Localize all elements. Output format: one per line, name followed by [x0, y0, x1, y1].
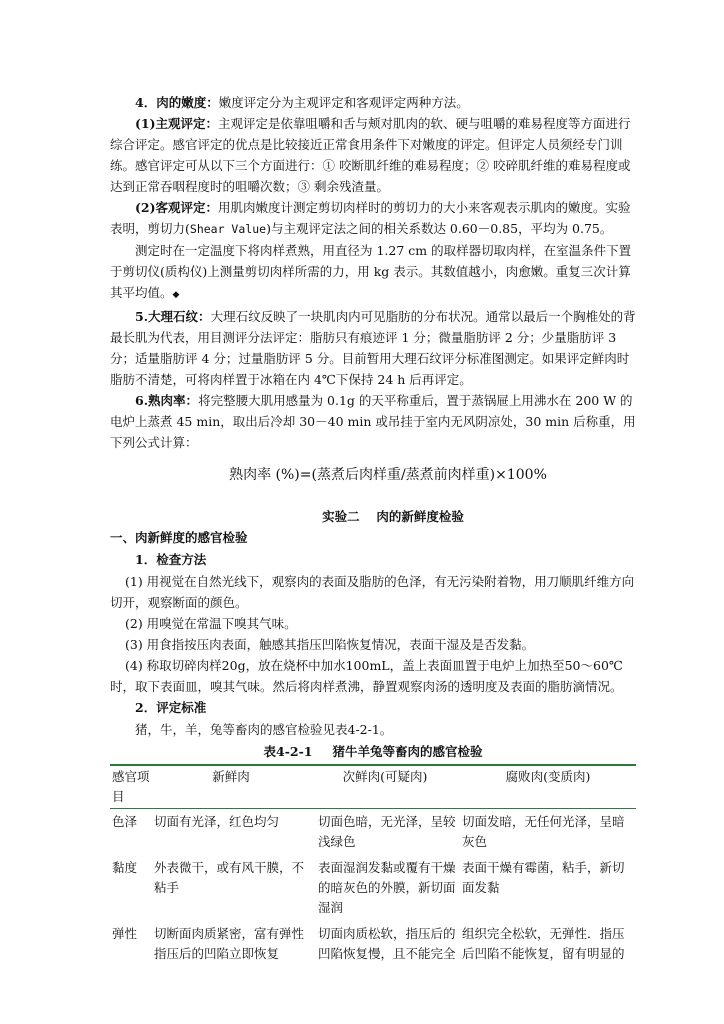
subjective-paragraph: [110, 113, 636, 197]
section5-title: 5.大理石纹：: [135, 309, 211, 324]
step-3: (3) 用食指按压肉表面，触感其指压凹陷恢复情况，表面干湿及是否发黏。: [125, 637, 535, 652]
cell-suspect: 切面肉质松软，指压后的凹陷恢复慢，且不能完全: [318, 926, 456, 961]
header-spoiled: 腐败肉(变质肉): [505, 769, 591, 784]
table-row: [110, 855, 636, 921]
measure-paragraph: [110, 240, 636, 306]
cell-spoiled: 表面干燥有霉菌，粘手，新切面发黏: [462, 860, 625, 895]
section6-text: 将完整腰大肌用感量为 0.1g 的天平称重后，置于蒸锅屉上用沸水在 200 W 的电炉上蒸煮 45 min，取出后冷却 30－40 min 或吊挂于室内无风阴凉处，30 min 后称重，用下列公式计算：: [110, 393, 636, 450]
objective-paragraph: [110, 197, 636, 240]
objective-text-a: 用肌肉嫩度计测定剪切肉样时的剪切力的大小来客观表示肌肉的嫩度。实验表明，剪切力(: [110, 200, 631, 236]
section6-paragraph: [110, 390, 636, 453]
cell-fresh: 切面有光泽，红色均匀: [154, 814, 280, 829]
table-caption: [110, 742, 636, 762]
sensory-heading: 一、肉新鲜度的感官检验: [110, 530, 248, 545]
step-2: (2) 用嗅觉在常温下嗅其气味。: [125, 616, 297, 631]
experiment-title: 实验二 肉的新鲜度检验: [322, 509, 464, 524]
section4-title: 4．肉的嫩度：: [135, 95, 219, 110]
table-number: 表4-2-1: [263, 744, 313, 759]
objective-label: (2)客观评定：: [135, 200, 219, 215]
table-header-row: [110, 765, 636, 809]
row-label: 色泽: [112, 814, 138, 829]
row-label: 黏度: [112, 860, 138, 875]
standard-text: 猪，牛，羊，兔等畜肉的感官检验见表4-2-1。: [135, 722, 393, 737]
sensory-table: [110, 764, 636, 967]
table-row: [110, 921, 636, 967]
header-fresh: 新鲜肉: [212, 769, 250, 784]
table-title: 猪牛羊兔等畜肉的感官检验: [332, 744, 483, 759]
cell-suspect: 表面湿润发黏或覆有干燥的暗灰色的外膜，新切面湿润: [318, 860, 456, 915]
bullet-mark: ◆: [172, 290, 180, 300]
cell-fresh: 外表微干，或有风干膜，不粘手: [154, 860, 305, 895]
step-1: (1) 用视觉在自然光线下，观察肉的表面及脂肪的色泽，有无污染附着物，用刀顺肌纤维方向切开，观察断面的颜色。: [110, 574, 635, 610]
method-heading: 1．检查方法: [135, 552, 207, 567]
step-4: (4) 称取切碎肉样20g，放在烧杯中加水100mL，盖上表面皿置于电炉上加热至50～60℃时，取下表面皿，嗅其气味。然后将肉样煮沸，静置观察肉汤的透明度及表面的脂肪滴情况。: [110, 658, 623, 694]
header-suspect: 次鲜肉(可疑肉): [342, 769, 428, 784]
cooked-meat-rate-formula: 熟肉率 (%)=(蒸煮后肉样重/蒸煮前肉样重)×100%: [229, 467, 547, 483]
section6-title: 6.熟肉率：: [135, 393, 199, 408]
cell-spoiled: 切面发暗，无任何光泽，呈暗灰色: [462, 814, 625, 849]
measure-text: 测定时在一定温度下将肉样煮熟，用直径为 1.27 cm 的取样器切取肉样，在室温条件下置于剪切仪(质构仪)上测量剪切肉样所需的力，用 kg 表示。其数值越小，肉愈嫩。重复三次计算其平均值。: [110, 243, 632, 300]
objective-text-b: )与主观评定法之间的相关系数达 0.60－0.85，平均为 0.75。: [266, 221, 613, 236]
section4-paragraph: [110, 92, 636, 113]
header-sense-item: 感官项目: [112, 769, 150, 804]
section5-paragraph: [110, 306, 636, 390]
standard-heading: 2．评定标准: [135, 700, 207, 715]
section5-text: 大理石纹反映了一块肌肉内可见脂肪的分布状况。通常以最后一个胸椎处的背最长肌为代表，用目测评分法评定：脂肪只有痕迹评 1 分；微量脂肪评 2 分；少量脂肪评 3 分；适量脂肪评 4 分；过量脂肪评 5 分。目前暂用大理石纹评分标准图测定。如果评定鲜肉时脂肪不清楚，可将肉样置于冰箱在内 4℃下保持 24 h 后再评定。: [110, 309, 636, 387]
shear-value-term: Shear Value: [189, 222, 267, 236]
cell-suspect: 切面色暗，无光泽，呈较浅绿色: [318, 814, 456, 849]
section4-intro: 嫩度评定分为主观评定和客观评定两种方法。: [218, 95, 469, 110]
cell-spoiled: 组织完全松软，无弹性．指压后凹陷不能恢复，留有明显的: [462, 926, 625, 961]
row-label: 弹性: [112, 926, 138, 941]
document-page: [110, 92, 636, 967]
subjective-label: (1)主观评定：: [135, 116, 219, 131]
subjective-text: 主观评定是依靠咀嚼和舌与颊对肌肉的软、硬与咀嚼的难易程度等方面进行综合评定。感官评定的优点是比较接近正常食用条件下对嫩度的评定。但评定人员须经专门训练。感官评定可从以下三个方面进行：① 咬断肌纤维的难易程度；② 咬碎肌纤维的难易程度或达到正常吞咽程度时的咀嚼次数；③ 剩余残渣量。: [110, 116, 631, 194]
cell-fresh: 切断面肉质紧密，富有弹性指压后的凹陷立即恢复: [154, 926, 305, 961]
table-row: [110, 809, 636, 856]
